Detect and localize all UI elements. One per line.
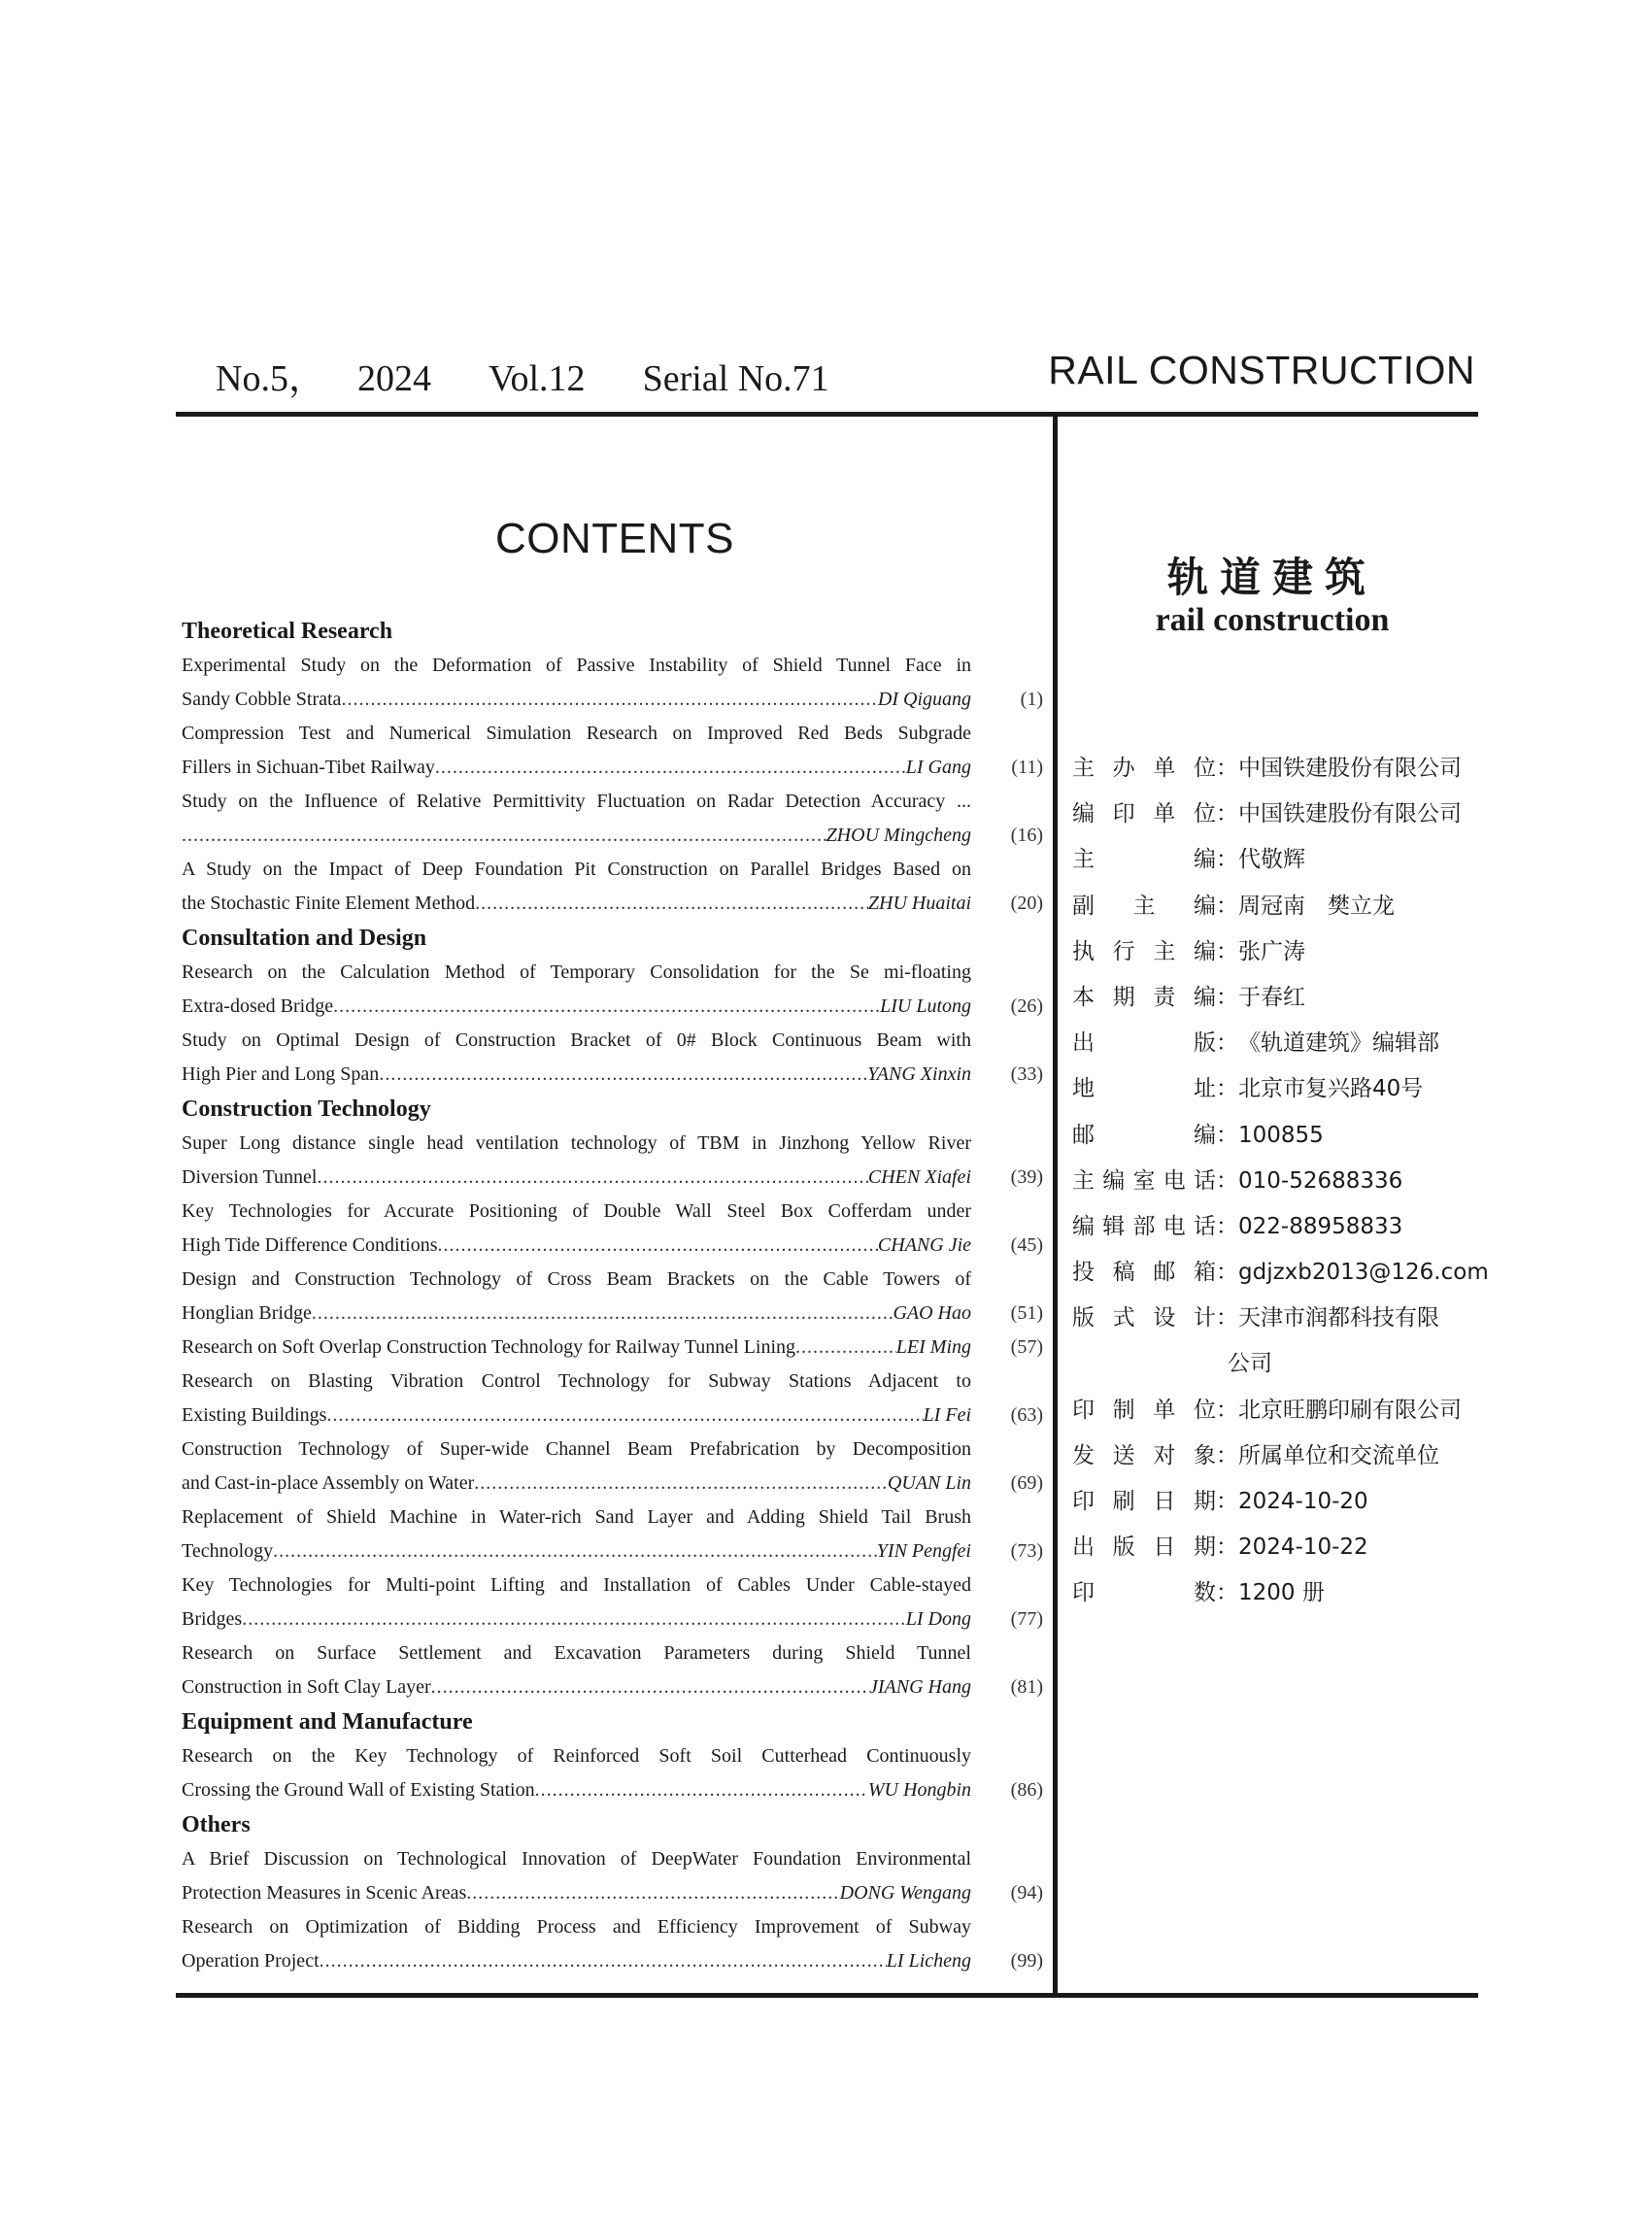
masthead-value: 代敬辉 [1238, 847, 1305, 873]
section-heading: Consultation and Design [182, 926, 427, 951]
masthead-label: 主 编 [1072, 847, 1216, 873]
masthead-colon: ： [1216, 1580, 1238, 1606]
masthead-colon: ： [1216, 984, 1238, 1010]
entry-title-line: Research on Surface Settlement and Excavation Parameters during Shield Tunnel [182, 1642, 971, 1664]
entry-title-line: Fillers in Sichuan-Tibet Railway [182, 757, 435, 778]
masthead-label: 印刷日期 [1072, 1489, 1216, 1514]
toc-entry[interactable] [182, 1739, 1043, 1807]
masthead-value: 北京市复兴路40号 [1238, 1076, 1424, 1102]
masthead-colon: ： [1216, 938, 1238, 964]
masthead-colon: ： [1216, 1397, 1238, 1423]
column-divider [1053, 412, 1058, 1998]
dot-leader [466, 1876, 839, 1910]
masthead-colon: ： [1216, 1122, 1238, 1148]
entry-title-line: Construction Technology of Super-wide Channel Beam Prefabrication by Decomposition [182, 1438, 971, 1460]
masthead-value: 中国铁建股份有限公司 [1238, 801, 1462, 827]
dot-leader [320, 1944, 887, 1978]
dot-leader [379, 1058, 867, 1092]
entry-title-line: Key Technologies for Accurate Positioning of Double Wall Steel Box Cofferdam under [182, 1200, 971, 1222]
masthead-label: 出 版 [1072, 1030, 1216, 1057]
entry-title-line: Existing Buildings [182, 1404, 327, 1426]
masthead-value: 《轨道建筑》编辑部 [1238, 1030, 1439, 1057]
masthead-row [1072, 1296, 1480, 1341]
toc-entry[interactable] [182, 1195, 1043, 1263]
entry-page-number: (1) [1020, 689, 1043, 710]
entry-page-number: (73) [1010, 1540, 1043, 1562]
entry-title-line: Replacement of Shield Machine in Water-rich Sand Layer and Adding Shield Tail Brush [182, 1506, 971, 1528]
entry-title-line: Bridges [182, 1608, 243, 1630]
entry-title-line: Extra-dosed Bridge [182, 995, 334, 1017]
section-heading: Construction Technology [182, 1096, 431, 1122]
entry-page-number: (39) [1010, 1166, 1043, 1188]
masthead-value: 周冠南 樊立龙 [1238, 893, 1395, 919]
masthead-value: 所属单位和交流单位 [1238, 1442, 1439, 1468]
masthead-colon: ： [1216, 1167, 1238, 1194]
contents-heading: CONTENTS [495, 515, 734, 562]
toc-entry[interactable] [182, 1365, 1043, 1433]
masthead-info [1072, 746, 1489, 1617]
masthead-value: gdjzxb2013@126.com [1238, 1260, 1489, 1286]
masthead-label: 印制单位 [1072, 1397, 1216, 1423]
toc-entry[interactable] [182, 1433, 1043, 1501]
dot-leader [242, 1602, 906, 1636]
toc-entry[interactable] [182, 1910, 1043, 1978]
masthead-row [1072, 1159, 1480, 1204]
dot-leader [795, 1331, 896, 1365]
entry-title-line: Research on the Key Technology of Reinforced Soft Soil Cutterhead Continuously [182, 1745, 971, 1767]
toc-entry[interactable] [182, 956, 1043, 1024]
masthead-row [1072, 1525, 1480, 1570]
entry-page-number: (20) [1010, 893, 1043, 914]
entry-author: CHEN Xiafei [867, 1166, 971, 1188]
entry-title-line: Technology [182, 1540, 274, 1562]
masthead-label: 印 数 [1072, 1580, 1216, 1606]
masthead-colon: ： [1216, 1213, 1238, 1239]
masthead-row [1072, 1113, 1480, 1159]
dot-leader [182, 819, 826, 853]
masthead-label: 地 址 [1072, 1076, 1216, 1102]
toc-entry[interactable] [182, 1024, 1043, 1092]
masthead-label: 本期责编 [1072, 984, 1216, 1010]
toc-entry[interactable] [182, 1636, 1043, 1704]
entry-author: LI Dong [905, 1608, 971, 1630]
entry-author: LIU Lutong [880, 995, 971, 1017]
toc-entry[interactable] [182, 785, 1043, 853]
section-heading: Equipment and Manufacture [182, 1709, 473, 1735]
dot-leader [326, 1399, 923, 1433]
section-heading: Theoretical Research [182, 619, 393, 644]
entry-author: DI Qiguang [877, 689, 971, 710]
dot-leader [435, 751, 906, 785]
masthead-label: 主办单位 [1072, 756, 1216, 781]
entry-author: DONG Wengang [839, 1882, 971, 1904]
masthead-value: 于春红 [1238, 984, 1305, 1010]
entry-author: LI Gang [905, 757, 971, 778]
entry-page-number: (94) [1010, 1882, 1043, 1904]
masthead-colon: ： [1216, 1489, 1238, 1514]
journal-subtitle: rail construction [1155, 602, 1390, 638]
dot-leader [273, 1535, 877, 1568]
dot-leader [431, 1670, 869, 1704]
entry-title-line: Key Technologies for Multi-point Lifting and Installation of Cables Under Cable-stayed [182, 1574, 971, 1596]
entry-title-line: Research on Soft Overlap Construction Technology for Railway Tunnel Lining [182, 1336, 796, 1358]
masthead-row [1072, 792, 1480, 837]
masthead-colon: ： [1216, 1305, 1238, 1332]
masthead-row [1072, 884, 1480, 929]
entry-author: QUAN Lin [887, 1472, 971, 1494]
entry-title-line: Study on the Influence of Relative Permittivity Fluctuation on Radar Detection Accuracy ... [182, 791, 971, 812]
masthead-colon: ： [1216, 847, 1238, 873]
issue-volume: Vol.12 [488, 358, 586, 399]
entry-author: JIANG Hang [869, 1676, 971, 1698]
toc-entry[interactable] [182, 1127, 1043, 1195]
issue-year: 2024 [356, 358, 431, 399]
toc-entry[interactable] [182, 1263, 1043, 1331]
masthead-row [1072, 837, 1480, 883]
entry-author: LI Fei [923, 1404, 971, 1426]
entry-page-number: (11) [1011, 757, 1043, 778]
entry-author: YIN Pengfei [876, 1540, 971, 1562]
entry-title-line: Super Long distance single head ventilation technology of TBM in Jinzhong Yellow River [182, 1132, 971, 1154]
bottom-rule [176, 1993, 1478, 1998]
dot-leader [341, 683, 877, 717]
masthead-row [1072, 1021, 1480, 1066]
entry-page-number: (33) [1010, 1063, 1043, 1085]
dot-leader [475, 887, 868, 921]
entry-author: ZHU Huaitai [867, 893, 971, 914]
masthead-label: 出版日期 [1072, 1535, 1216, 1561]
entry-title-line: Study on Optimal Design of Construction Bracket of 0# Block Continuous Beam with [182, 1029, 971, 1051]
masthead-row [1072, 1204, 1480, 1250]
table-of-contents [182, 614, 1043, 1978]
entry-page-number: (26) [1010, 995, 1043, 1017]
issue-serial: Serial No.71 [642, 358, 829, 399]
masthead-row [1072, 746, 1480, 792]
entry-title-line: Research on Blasting Vibration Control Technology for Subway Stations Adjacent to [182, 1370, 971, 1392]
masthead-value: 北京旺鹏印刷有限公司 [1238, 1397, 1462, 1423]
masthead-label: 执行主编 [1072, 938, 1216, 964]
masthead-value: 1200 册 [1238, 1580, 1325, 1606]
entry-title-line: Design and Construction Technology of Cross Beam Brackets on the Cable Towers of [182, 1268, 971, 1290]
masthead-label: 编印单位 [1072, 801, 1216, 827]
entry-title-line: Honglian Bridge [182, 1302, 312, 1324]
entry-page-number: (99) [1010, 1950, 1043, 1972]
masthead-value: 022-88958833 [1238, 1213, 1403, 1239]
entry-title-line: Protection Measures in Scenic Areas [182, 1882, 467, 1904]
entry-page-number: (45) [1010, 1234, 1043, 1256]
entry-author: ZHOU Mingcheng [826, 825, 971, 846]
masthead-row [1072, 1570, 1480, 1616]
entry-author: GAO Hao [893, 1302, 971, 1324]
entry-title-line: Research on Optimization of Bidding Process and Efficiency Improvement of Subway [182, 1916, 971, 1938]
entry-title-line: Experimental Study on the Deformation of Passive Instability of Shield Tunnel Face in [182, 655, 971, 676]
masthead-colon: ： [1216, 1442, 1238, 1468]
entry-author: LEI Ming [895, 1336, 971, 1358]
masthead-label: 主编室电话 [1072, 1167, 1216, 1194]
entry-author: YANG Xinxin [867, 1063, 971, 1085]
entry-title-line: and Cast-in-place Assembly on Water [182, 1472, 475, 1494]
masthead-colon: ： [1216, 1030, 1238, 1057]
entry-author: WU Hongbin [867, 1779, 971, 1801]
entry-title-line: High Tide Difference Conditions [182, 1234, 438, 1256]
masthead-label: 邮 编 [1072, 1122, 1216, 1148]
masthead-label: 版式设计 [1072, 1305, 1216, 1332]
masthead-value: 天津市润都科技有限 [1238, 1305, 1439, 1332]
issue-number: No.5， [216, 358, 325, 399]
masthead-colon: ： [1216, 801, 1238, 827]
entry-title-line: Sandy Cobble Strata [182, 689, 342, 710]
toc-entry[interactable] [182, 1331, 1043, 1365]
entry-page-number: (69) [1010, 1472, 1043, 1494]
masthead-colon: ： [1216, 1260, 1238, 1286]
masthead-row [1072, 1250, 1489, 1296]
masthead-value: 张广涛 [1238, 938, 1305, 964]
entry-title-line: Operation Project [182, 1950, 320, 1972]
entry-title-line: High Pier and Long Span [182, 1063, 380, 1085]
masthead-row [1072, 1388, 1480, 1433]
masthead-row [1072, 1066, 1480, 1112]
masthead-label: 发送对象 [1072, 1442, 1216, 1468]
masthead-label: 投稿邮箱 [1072, 1260, 1216, 1286]
section-heading: Others [182, 1812, 251, 1838]
entry-page-number: (16) [1010, 825, 1043, 846]
dot-leader [312, 1297, 893, 1331]
masthead-colon: ： [1216, 1076, 1238, 1102]
dot-leader [333, 990, 880, 1024]
masthead-value: 2024-10-20 [1238, 1489, 1368, 1514]
toc-entry[interactable] [182, 1842, 1043, 1910]
masthead-value: 2024-10-22 [1238, 1535, 1368, 1561]
masthead-colon: ： [1216, 893, 1238, 919]
masthead-row [1072, 1433, 1480, 1479]
dot-leader [317, 1161, 867, 1195]
issue-line [216, 348, 829, 401]
journal-title-cn: 轨道建筑 [1166, 554, 1377, 601]
dot-leader [438, 1229, 878, 1263]
masthead-row [1072, 1479, 1480, 1525]
masthead-label: 编辑部电话 [1072, 1213, 1216, 1239]
entry-author: LI Licheng [886, 1950, 971, 1972]
masthead-row [1072, 975, 1480, 1021]
entry-page-number: (77) [1010, 1608, 1043, 1630]
masthead-value: 中国铁建股份有限公司 [1238, 756, 1462, 781]
toc-entry[interactable] [182, 649, 1043, 717]
entry-page-number: (81) [1010, 1676, 1043, 1698]
entry-page-number: (63) [1010, 1404, 1043, 1426]
masthead-colon: ： [1216, 1535, 1238, 1561]
entry-title-line: Research on the Calculation Method of Temporary Consolidation for the Se mi-floating [182, 961, 971, 983]
entry-title-line: A Study on the Impact of Deep Foundation Pit Construction on Parallel Bridges Based on [182, 859, 971, 880]
entry-title-line: Construction in Soft Clay Layer [182, 1676, 431, 1698]
entry-page-number: (57) [1010, 1336, 1043, 1358]
masthead-colon: ： [1216, 756, 1238, 781]
toc-entry[interactable] [182, 1568, 1043, 1636]
masthead-value-continued: 公司 [1228, 1351, 1272, 1377]
toc-entry[interactable] [182, 1501, 1043, 1568]
journal-title-en: RAIL CONSTRUCTION [1048, 348, 1475, 392]
masthead-value: 010-52688336 [1238, 1167, 1403, 1194]
dot-leader [535, 1773, 868, 1807]
entry-page-number: (51) [1010, 1302, 1043, 1324]
dot-leader [474, 1467, 888, 1501]
entry-title-line: Crossing the Ground Wall of Existing Station [182, 1779, 535, 1801]
entry-title-line: Diversion Tunnel [182, 1166, 318, 1188]
toc-entry[interactable] [182, 717, 1043, 785]
entry-title-line: A Brief Discussion on Technological Innovation of DeepWater Foundation Environmental [182, 1848, 971, 1870]
masthead-label: 副 主 编 [1072, 893, 1216, 919]
masthead-value: 100855 [1238, 1122, 1324, 1148]
entry-title-line: Compression Test and Numerical Simulation Research on Improved Red Beds Subgrade [182, 723, 971, 744]
entry-page-number: (86) [1010, 1779, 1043, 1801]
entry-title-line: the Stochastic Finite Element Method [182, 893, 476, 914]
entry-author: CHANG Jie [877, 1234, 971, 1256]
masthead-row [1072, 929, 1480, 975]
toc-entry[interactable] [182, 853, 1043, 921]
top-rule [176, 412, 1478, 417]
